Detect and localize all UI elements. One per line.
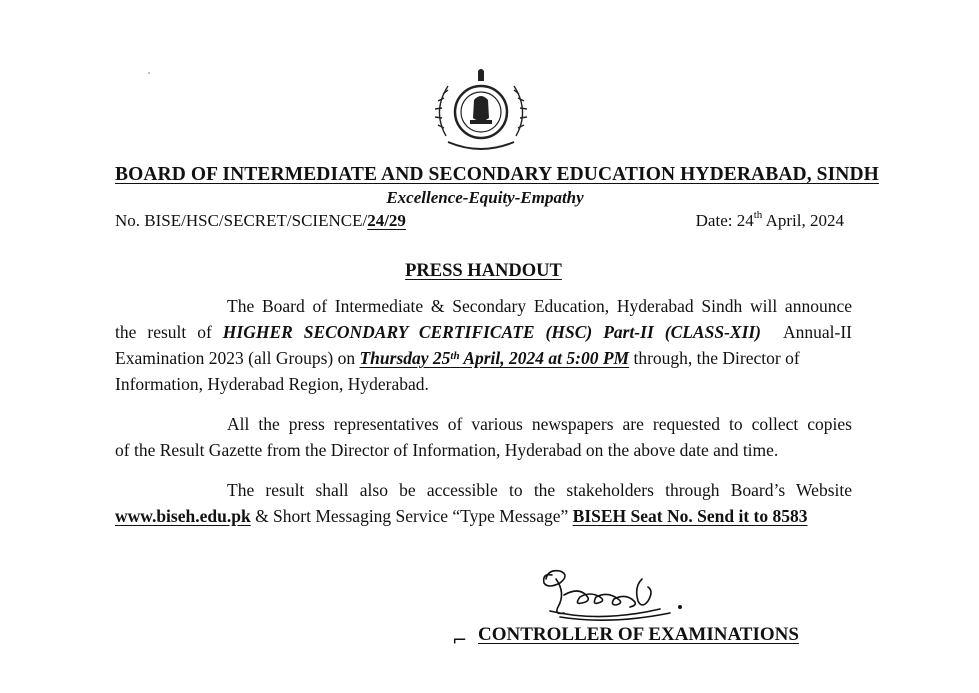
tick-mark: ⌐ <box>452 630 468 651</box>
para1-line2-c: Annual-II <box>782 322 852 342</box>
exam-name: HIGHER SECONDARY CERTIFICATE (HSC) Part-II (CLASS-XII) <box>222 322 762 342</box>
para1-line1-text: The Board of Intermediate & Secondary Education, Hyderabad Sindh will announce <box>227 296 852 316</box>
sms-service-text: & Short Messaging Service “Type Message” <box>250 506 573 526</box>
para3-line1-text: The result shall also be accessible to the stakeholders through Board’s Website <box>227 480 852 500</box>
para1-line2 <box>115 320 852 344</box>
board-title: BOARD OF INTERMEDIATE AND SECONDARY EDUCATION HYDERABAD, SINDH <box>115 164 879 185</box>
press-handout-heading: PRESS HANDOUT <box>405 261 562 281</box>
para1-line4: Information, Hyderabad Region, Hyderabad. <box>115 374 429 394</box>
date-suffix: April, 2024 <box>762 211 844 230</box>
result-ordinal: th <box>450 350 460 362</box>
document-date <box>696 211 844 231</box>
website-link[interactable]: www.biseh.edu.pk <box>115 506 251 526</box>
date-ordinal: th <box>753 209 763 221</box>
para1-line2-a: the result of <box>115 322 223 342</box>
date-prefix: Date: 24 <box>695 211 754 230</box>
result-date-time: April, 2024 at 5:00 PM <box>459 348 630 368</box>
para2-line1 <box>115 412 852 436</box>
controller-signature <box>530 565 700 625</box>
result-day: Thursday 25 <box>359 348 451 368</box>
para2-line1-text: All the press representatives of various newspapers are requested to collect copies <box>227 414 852 434</box>
para1-line3-a: Examination 2023 (all Groups) on <box>115 348 360 368</box>
sms-instruction: BISEH Seat No. Send it to 8583 <box>572 506 808 526</box>
para2-line2: of the Result Gazette from the Director of Information, Hyderabad on the above date and time. <box>115 440 779 460</box>
para3-line2 <box>115 504 852 528</box>
para3-line1 <box>115 478 852 502</box>
reference-number <box>115 211 406 231</box>
speck <box>148 72 150 74</box>
reference-code: 24/29 <box>367 211 406 230</box>
board-motto: Excellence-Equity-Empathy <box>386 188 584 207</box>
para1-line3 <box>115 346 852 370</box>
board-emblem-logo <box>426 66 536 156</box>
reference-prefix: No. BISE/HSC/SECRET/SCIENCE/ <box>115 211 368 230</box>
controller-of-examinations-title: CONTROLLER OF EXAMINATIONS <box>478 624 799 645</box>
para1-line1 <box>115 294 852 318</box>
para1-line3-d: through, the Director of <box>629 348 800 368</box>
result-datetime <box>359 348 629 368</box>
